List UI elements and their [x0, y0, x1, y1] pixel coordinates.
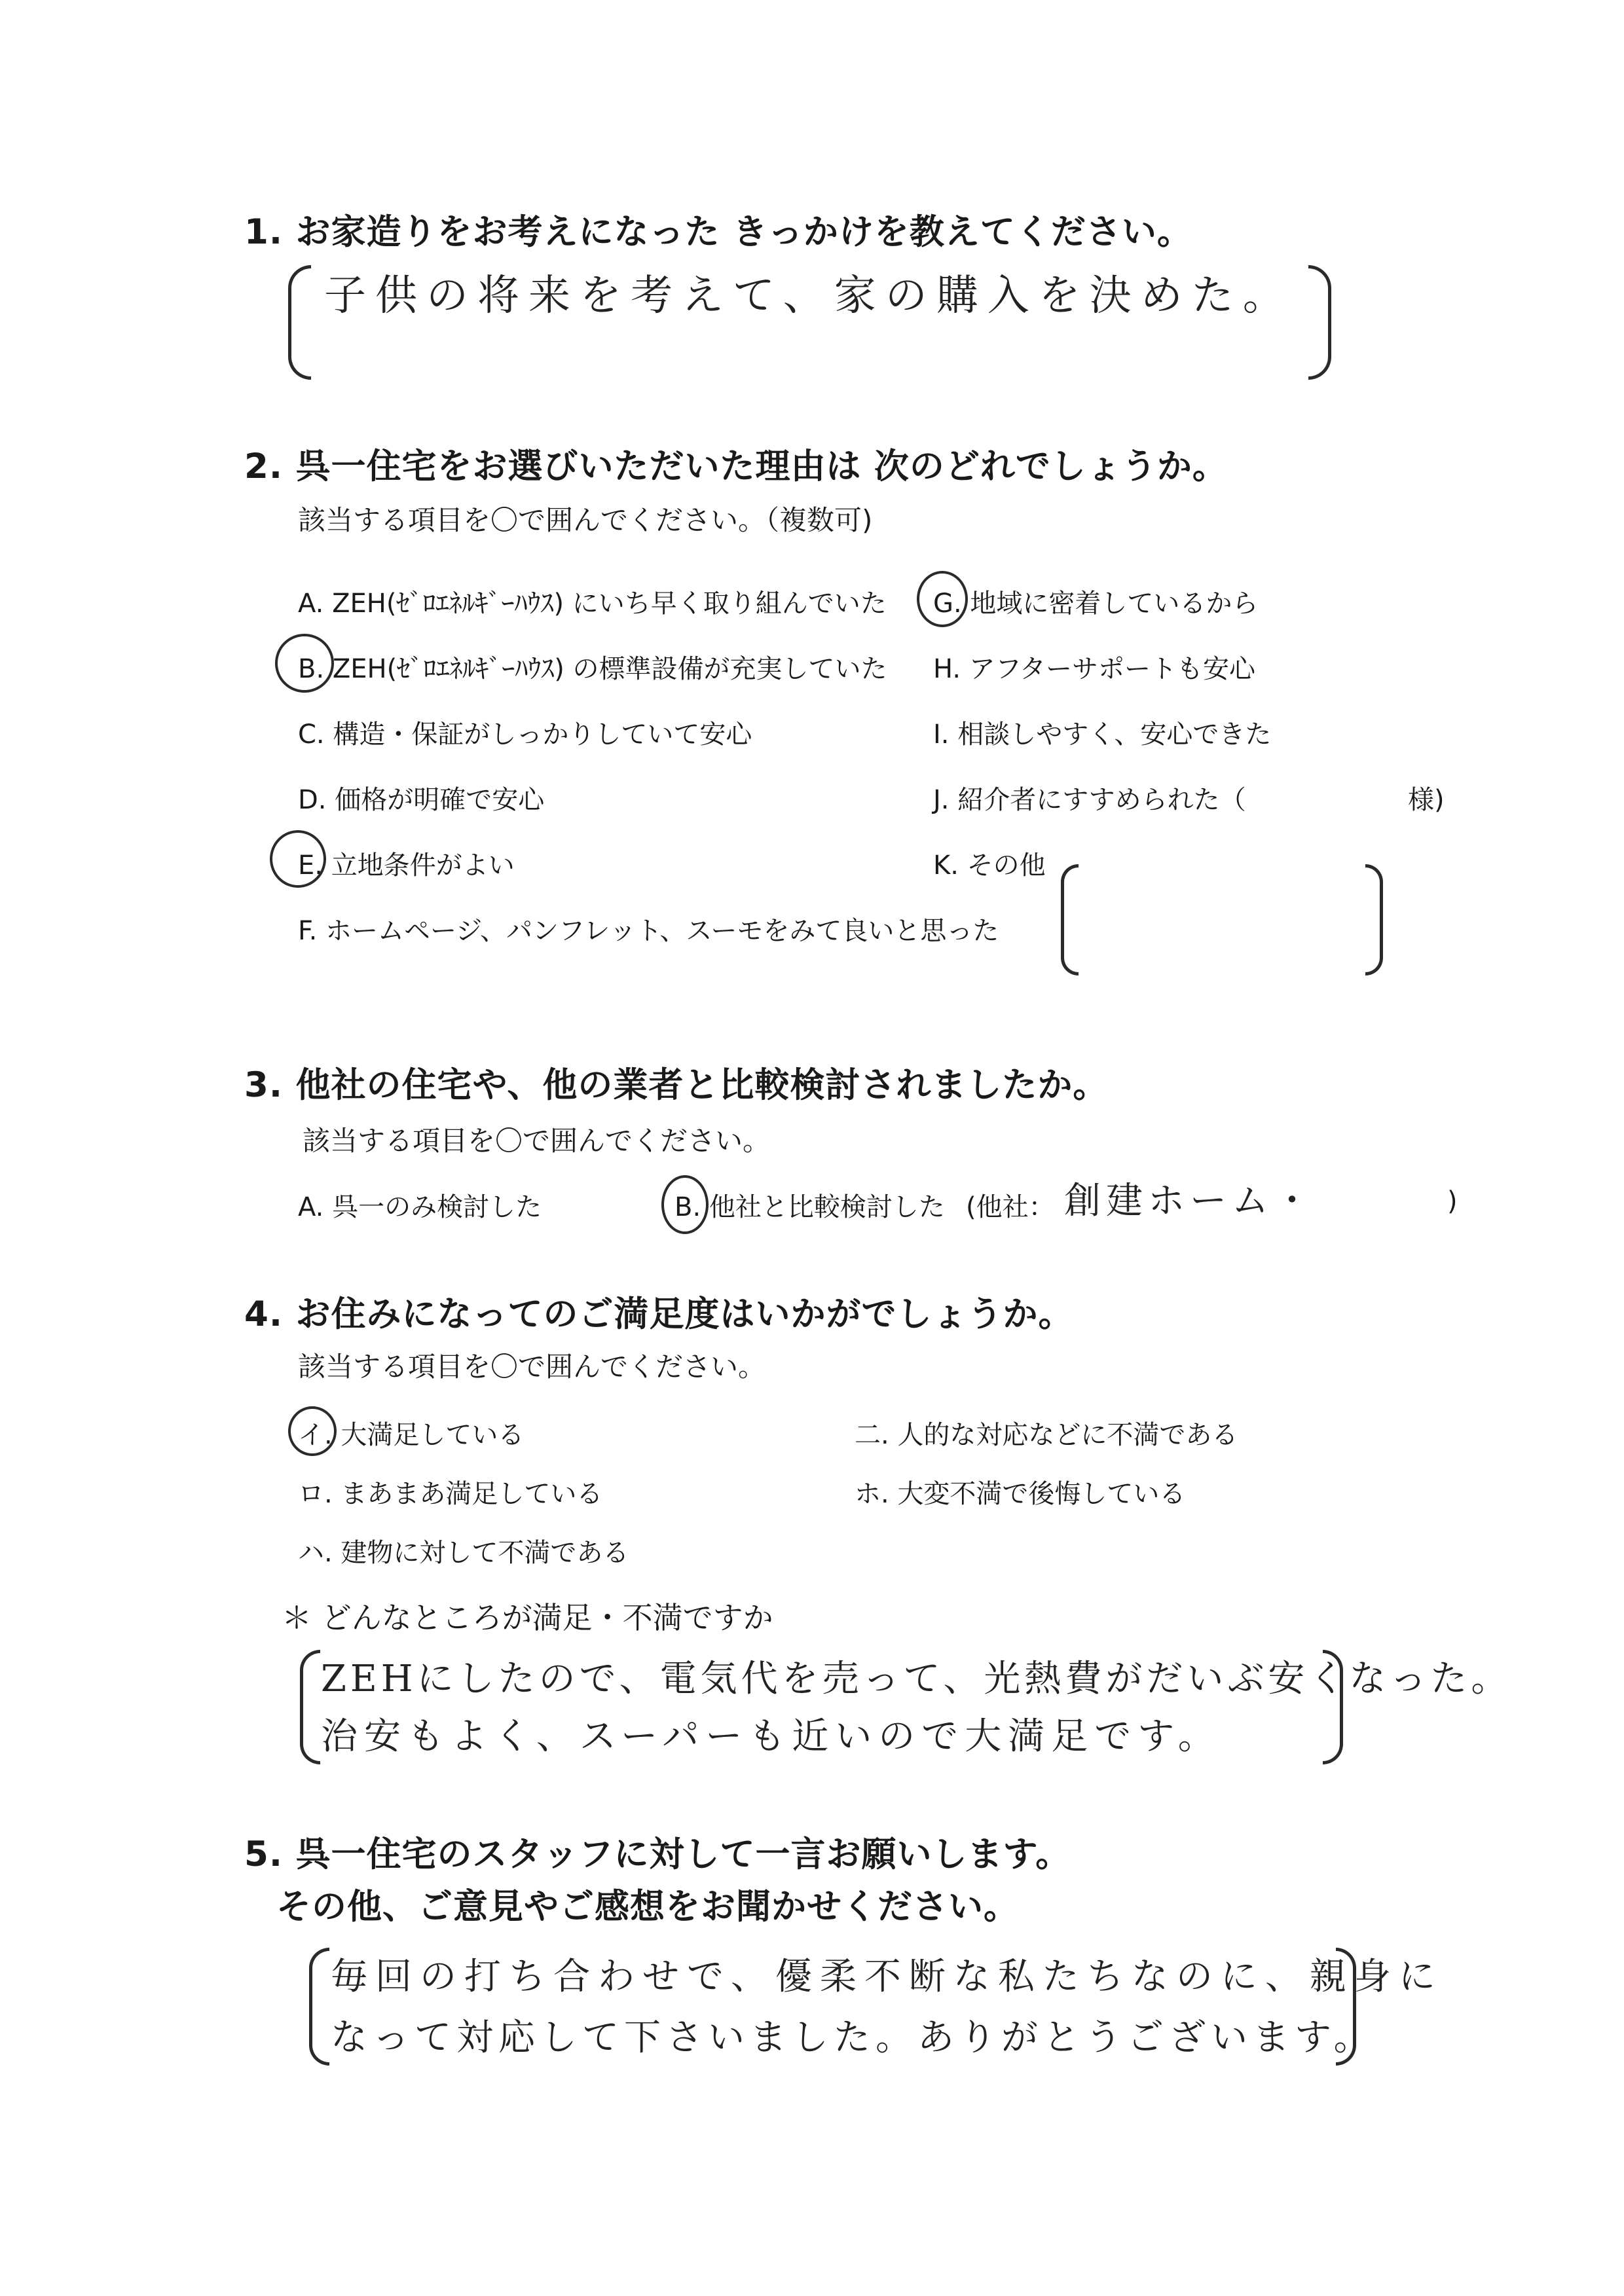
q1-bracket-right: [1308, 265, 1331, 380]
q2-other-bracket-left: [1061, 864, 1079, 975]
q2-option-k[interactable]: K. その他: [933, 850, 1046, 881]
q4-answer-line2[interactable]: 治安もよく、スーパーも近いので大満足です。: [321, 1715, 1221, 1758]
q5-answer-line2[interactable]: なって対応して下さいました。ありがとうございます。: [331, 2016, 1376, 2059]
q5-title-line2: その他、ご意見やご感想をお聞かせください。: [276, 1887, 1019, 1927]
q5-bracket-left: [309, 1948, 329, 2066]
q2-option-j[interactable]: J. 紹介者にすすめられた（: [933, 785, 1246, 815]
q2-selection-circle-e: [270, 830, 326, 888]
q4-option-ni[interactable]: 二. 人的な対応などに不満である: [855, 1420, 1238, 1450]
q2-selection-circle-b: [275, 634, 334, 693]
q4-option-ro[interactable]: ロ. まあまあ満足している: [298, 1479, 603, 1509]
q2-option-j-suffix: 様): [1408, 785, 1445, 815]
q2-option-i[interactable]: I. 相談しやすく、安心できた: [933, 720, 1272, 750]
q4-selection-circle-i: [288, 1406, 337, 1456]
q4-instruction: 該当する項目を〇で囲んでください。: [298, 1351, 766, 1383]
q2-other-bracket-right: [1365, 864, 1383, 975]
q4-title: 4. お住みになってのご満足度はいかがでしょうか。: [244, 1294, 1074, 1334]
q5-answer-line1[interactable]: 毎回の打ち合わせで、優柔不断な私たちなのに、親身に: [331, 1956, 1443, 1998]
q3-other-label: (他社：: [966, 1192, 1055, 1222]
q5-title-line1: 5. 呉一住宅のスタッフに対して一言お願いします。: [244, 1834, 1071, 1874]
q3-bracket-close: ): [1447, 1186, 1458, 1216]
q3-instruction: 該当する項目を〇で囲んでください。: [303, 1125, 771, 1157]
q4-option-i[interactable]: イ. 大満足している: [298, 1420, 525, 1450]
q1-title: 1. お家造りをお考えになった きっかけを教えてください。: [244, 212, 1192, 252]
q2-option-d[interactable]: D. 価格が明確で安心: [298, 785, 545, 815]
q2-option-b[interactable]: B. ZEH(ｾﾞﾛｴﾈﾙｷﾞｰﾊｳｽ) の標準設備が充実していた: [298, 654, 887, 684]
q4-option-ho[interactable]: ホ. 大変不満で後悔している: [855, 1479, 1186, 1509]
q2-option-e[interactable]: E. 立地条件がよい: [298, 850, 515, 881]
q3-title: 3. 他社の住宅や、他の業者と比較検討されましたか。: [244, 1065, 1109, 1105]
q3-option-a[interactable]: A. 呉一のみ検討した: [298, 1192, 542, 1222]
q3-option-b[interactable]: B. 他社と比較検討した: [674, 1192, 945, 1222]
q2-option-a[interactable]: A. ZEH(ｾﾞﾛｴﾈﾙｷﾞｰﾊｳｽ) にいち早く取り組んでいた: [298, 589, 887, 619]
q2-option-g[interactable]: G. 地域に密着しているから: [933, 589, 1259, 619]
q2-option-c[interactable]: C. 構造・保証がしっかりしていて安心: [298, 720, 752, 750]
q2-instruction: 該当する項目を〇で囲んでください。（複数可): [298, 504, 873, 536]
q3-selection-circle-b: [661, 1175, 709, 1234]
q2-option-f[interactable]: F. ホームページ、パンフレット、スーモをみて良いと思った: [298, 916, 999, 946]
q4-followup: ＊ どんなところが満足・不満ですか: [282, 1600, 773, 1635]
q4-answer-line1[interactable]: ZEHにしたので、電気代を売って、光熱費がだいぶ安くなった。: [321, 1658, 1512, 1700]
q2-selection-circle-g: [917, 571, 968, 627]
q4-option-ha[interactable]: ハ. 建物に対して不満である: [298, 1538, 629, 1568]
q4-bracket-left: [300, 1650, 320, 1764]
q3-other-answer[interactable]: 創建ホーム・: [1064, 1180, 1316, 1222]
q1-answer[interactable]: 子供の将来を考えて、家の購入を決めた。: [324, 272, 1294, 320]
q1-bracket-left: [288, 265, 311, 380]
q2-option-h[interactable]: H. アフターサポートも安心: [933, 654, 1256, 684]
q2-title: 2. 呉一住宅をお選びいただいた理由は 次のどれでしょうか。: [244, 446, 1228, 486]
